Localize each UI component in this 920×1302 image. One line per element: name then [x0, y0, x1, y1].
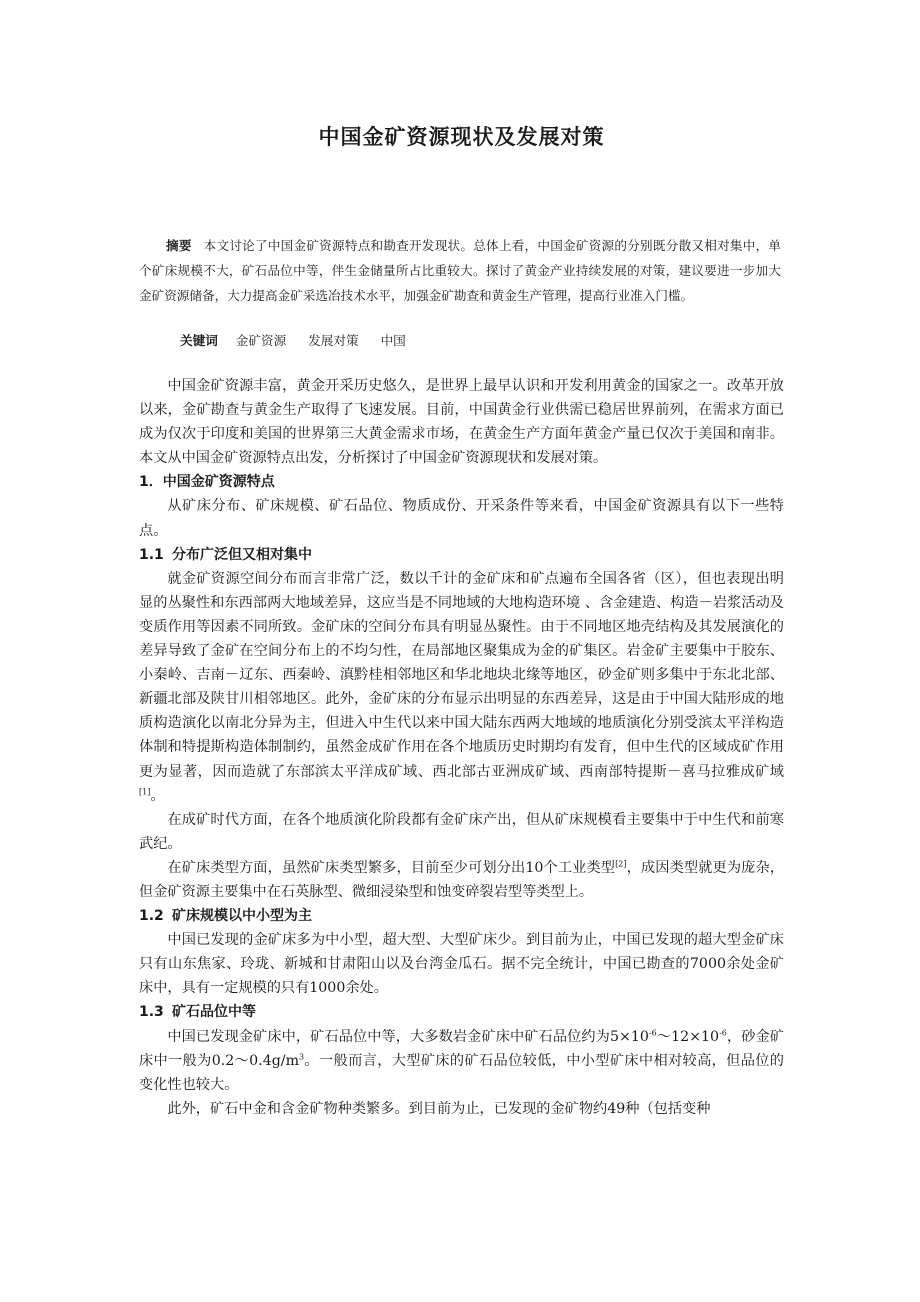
keyword-item: 金矿资源: [235, 333, 287, 348]
subsection-title: 矿床规模以中小型为主: [172, 908, 312, 925]
page-title: 中国金矿资源现状及发展对策: [318, 124, 605, 149]
paragraph: [139, 1025, 784, 1097]
paragraph-text: 中国已发现金矿床中，矿石品位中等，大多数岩金矿床中矿石品位约为5×10: [167, 1028, 649, 1045]
subsection-heading: [139, 543, 784, 567]
citation-ref[interactable]: [2]: [615, 859, 627, 869]
superscript: 3: [299, 1051, 305, 1061]
keywords-label: 关键词: [180, 333, 218, 348]
subsection-number: 1.3: [139, 1004, 164, 1021]
paragraph: 在成矿时代方面，在各个地质演化阶段都有金矿床产出，但从矿床规模看主要集中于中生代和前寒武纪。: [139, 811, 784, 852]
superscript: -6: [648, 1027, 657, 1037]
subsection-title: 分布广泛但又相对集中: [172, 546, 312, 563]
section-heading: 1．中国金矿资源特点: [139, 474, 275, 491]
citation-ref[interactable]: [1]: [139, 786, 151, 796]
paragraph: [139, 567, 784, 808]
paragraph-text-end: ，成因类型就更为庞杂，但金矿资源主要集中在石英脉型、微细浸染型和蚀变碎裂岩型等类型上。: [139, 859, 784, 900]
paragraph-text-end: 。: [150, 787, 165, 804]
subsection-heading: [139, 904, 784, 928]
superscript: -6: [719, 1027, 727, 1037]
intro-paragraph: 中国金矿资源丰富，黄金开采历史悠久，是世界上最早认识和开发利用黄金的国家之一。改革开放以来，金矿勘查与黄金生产取得了飞速发展。目前，中国黄金行业供需已稳居世界前列，在需求方面已成为仅次于印度和美国的世界第三大黄金需求市场，在黄金生产方面年黄金产量已仅次于美国和南非。本文从中国金矿资源特点出发，分析探讨了中国金矿资源现状和发展对策。: [139, 378, 784, 467]
paragraph-text: 在矿床类型方面，虽然矿床类型繁多，目前至少可划分出10个工业类型: [167, 859, 616, 876]
paragraph-text: ，砂金矿床中一般为0.2～0.4g/m: [139, 1028, 784, 1069]
abstract-label: 摘要: [166, 238, 192, 253]
paragraph-text: ～12×10: [656, 1028, 720, 1045]
subsection-title: 矿石品位中等: [172, 1004, 256, 1021]
paragraph-text: 就金矿资源空间分布而言非常广泛，数以千计的金矿床和矿点遍布全国各省（区），但也表现出明显的丛聚性和东西部两大地域差异，这应当是不同地域的大地构造环境 、含金建造、构造－岩浆活动及变质作用等因素不同所致。金矿床的空间分布具有明显丛聚性。由于不同地区地壳结构及其发展演化的差异导致了金矿在空间分布上的不均匀性，在局部地区聚集成为金的矿集区。岩金矿主要集中于胶东、小秦岭、吉南－辽东、西秦岭、滇黔桂相邻地区和华北地块北缘等地区，砂金矿则多集中于东北北部、新疆北部及陕甘川相邻地区。此外，金矿床的分布显示出明显的东西差异，这是由于中国大陆形成的地质构造演化以南北分异为主，但进入中生代以来中国大陆东西两大地域的地质演化分别受滨太平洋构造体制和特提斯构造体制制约，虽然金成矿作用在各个地质历史时期均有发育，但中生代的区域成矿作用更为显著，因而造就了东部滨太平洋成矿域、西北部古亚洲成矿域、西南部特提斯－喜马拉雅成矿域: [139, 570, 784, 780]
paragraph: 中国已发现的金矿床多为中小型，超大型、大型矿床少。到目前为止，中国已发现的超大型金矿床只有山东焦家、玲珑、新城和甘肃阳山以及台湾金瓜石。据不完全统计，中国已勘查的7000余处金矿床中，具有一定规模的只有1000余处。: [139, 932, 784, 997]
subsection-number: 1.1: [139, 546, 164, 563]
article-body: [139, 374, 784, 1121]
paragraph: 此外，矿石中金和含金矿物种类繁多。到目前为止，已发现的金矿物约49种（包括变种: [167, 1100, 711, 1117]
paragraph-text: 。一般而言，大型矿床的矿石品位较低，中小型矿床中相对较高，但品位的变化性也较大。: [139, 1052, 784, 1093]
keyword-item: 中国: [380, 333, 406, 348]
subsection-heading: [139, 1000, 784, 1024]
paragraph: [139, 856, 784, 904]
section-paragraph: 从矿床分布、矿床规模、矿石品位、物质成份、开采条件等来看，中国金矿资源具有以下一些特点。: [139, 498, 784, 539]
abstract-text: 本文讨论了中国金矿资源特点和勘查开发现状。总体上看，中国金矿资源的分别既分散又相对集中，单个矿床规模不大，矿石品位中等，伴生金储量所占比重较大。探讨了黄金产业持续发展的对策，建议要进一步加大金矿资源储备，大力提高金矿采选冶技术水平，加强金矿勘查和黄金生产管理，提高行业准入门槛。: [139, 238, 782, 303]
keyword-item: 发展对策: [308, 333, 359, 348]
keywords: [180, 328, 424, 353]
abstract: [139, 233, 781, 308]
subsection-number: 1.2: [139, 908, 164, 925]
